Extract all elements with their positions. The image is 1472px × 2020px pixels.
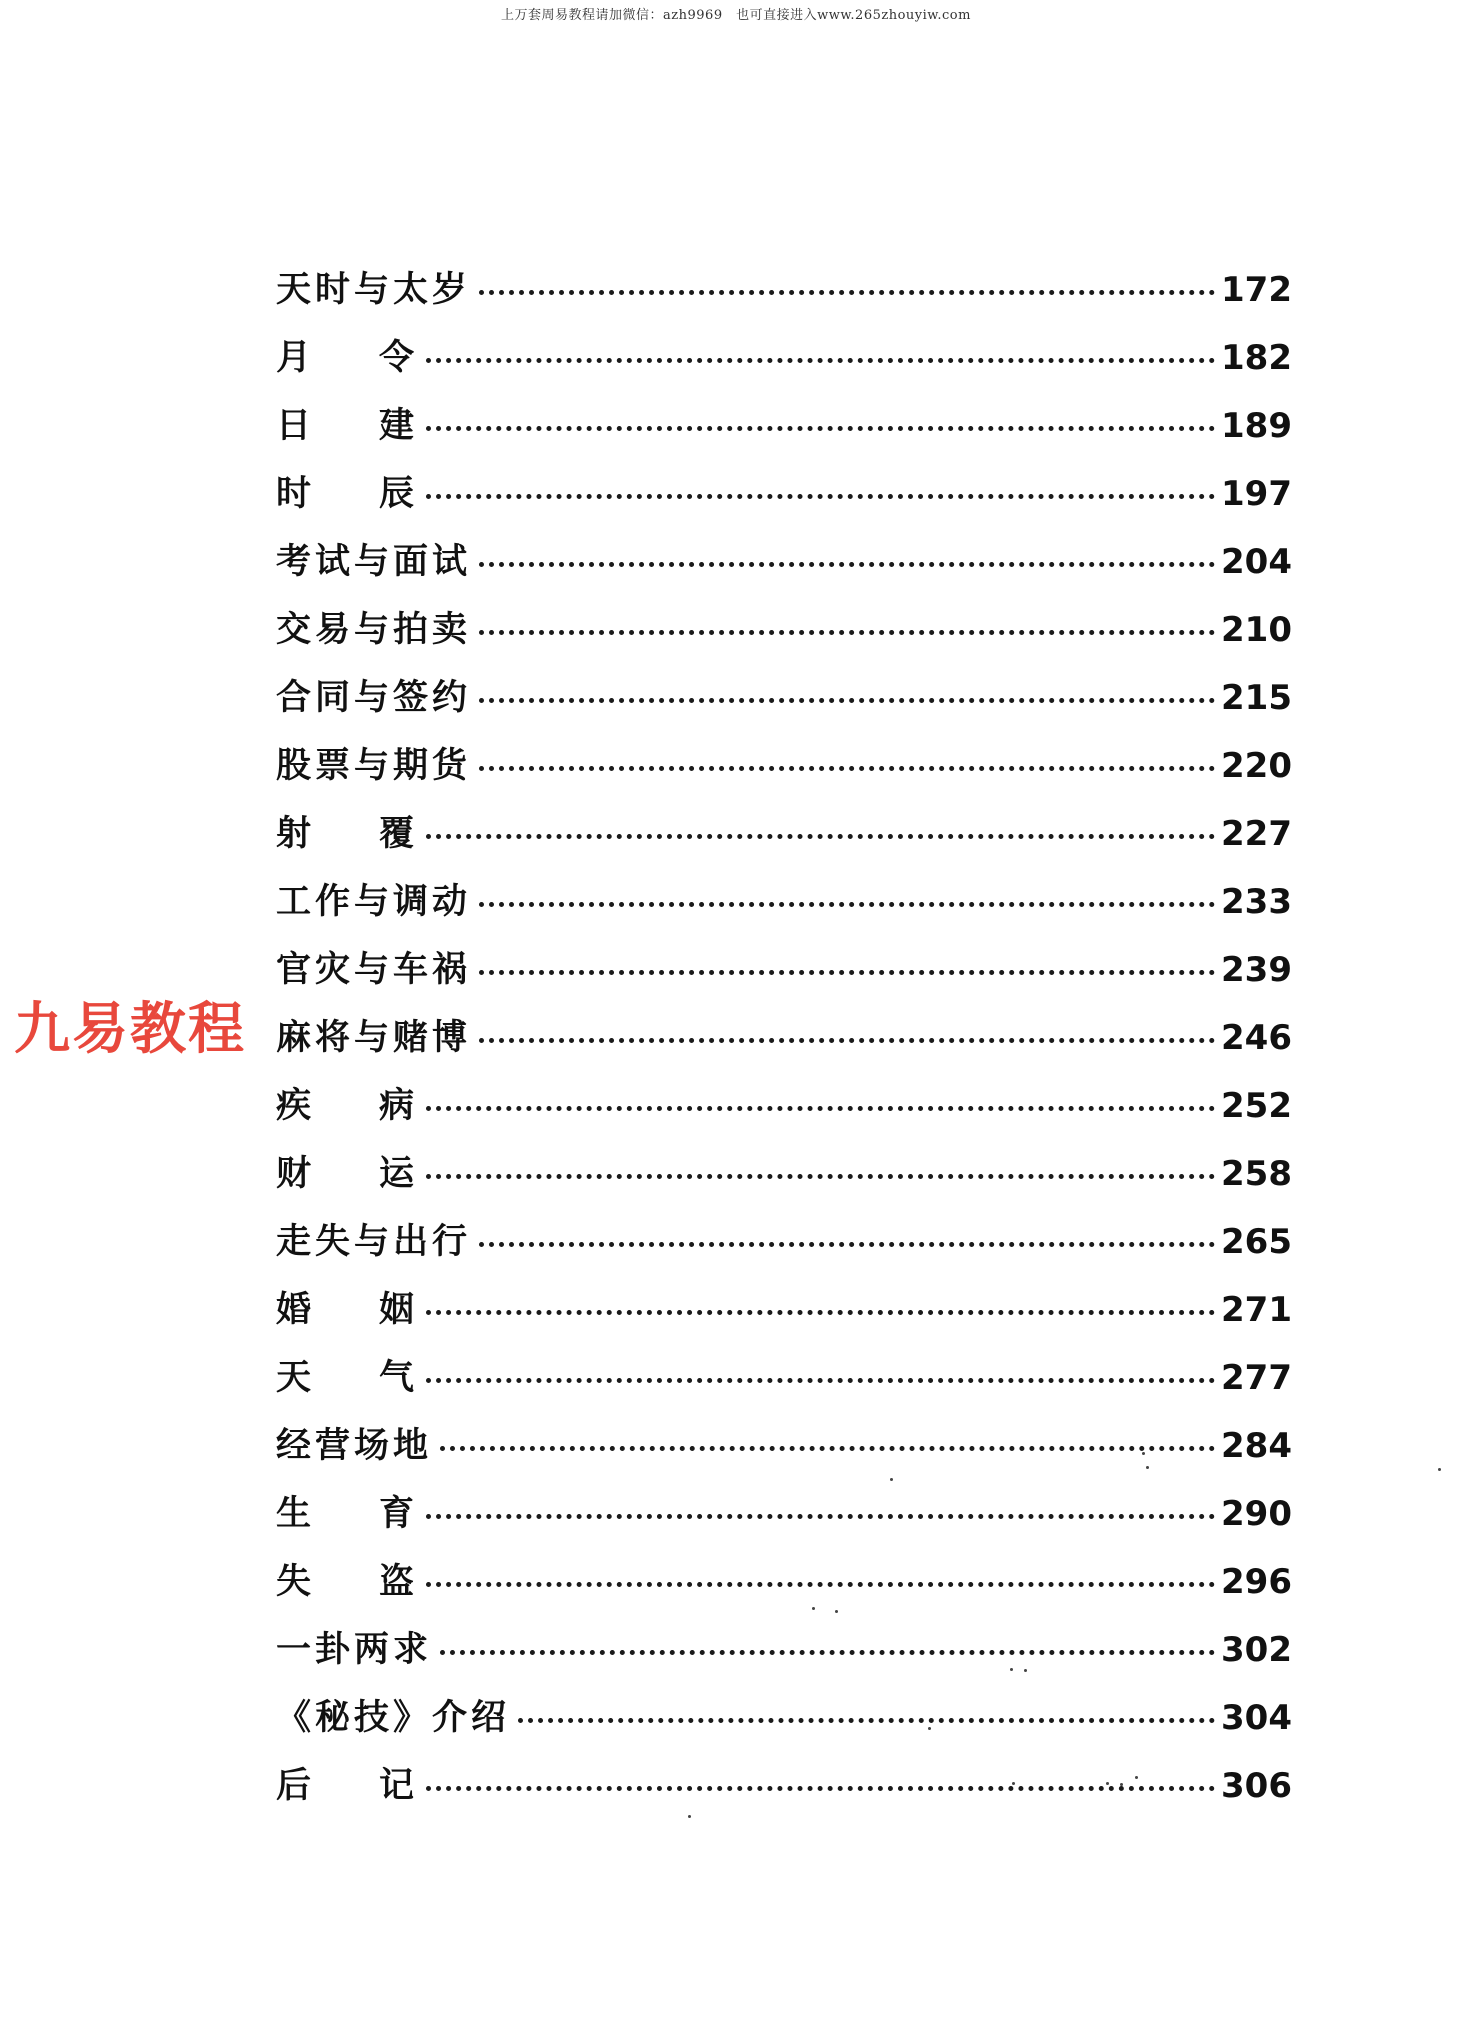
toc-entry-char: 病	[378, 1086, 418, 1126]
toc-entry	[276, 1418, 1291, 1486]
toc-dot-leader	[479, 698, 1215, 703]
toc-entry-title: 官灾与车祸	[276, 950, 472, 990]
toc-entry-page: 258	[1221, 1154, 1292, 1194]
toc-entry-page: 290	[1221, 1494, 1292, 1534]
scan-speck	[928, 1727, 931, 1730]
toc-dot-leader	[440, 1650, 1215, 1655]
toc-dot-leader	[479, 562, 1215, 567]
scan-speck	[1120, 1783, 1123, 1786]
toc-entry-title	[276, 1350, 418, 1400]
watermark-logo: 九易教程	[14, 997, 246, 1062]
toc-entry-char: 令	[378, 338, 418, 378]
toc-entry	[276, 1350, 1291, 1418]
toc-entry-page: 252	[1221, 1086, 1292, 1126]
toc-entry-title: 《秘技》介绍	[276, 1698, 511, 1738]
scan-speck	[812, 1607, 815, 1610]
toc-entry	[276, 874, 1291, 942]
toc-entry	[276, 1282, 1291, 1350]
toc-entry-title: 经营场地	[276, 1426, 433, 1466]
toc-dot-leader	[426, 1310, 1215, 1315]
toc-dot-leader	[479, 902, 1215, 907]
toc-entry-title: 一卦两求	[276, 1630, 433, 1670]
toc-entry-title: 天时与太岁	[276, 270, 472, 310]
toc-dot-leader	[518, 1718, 1215, 1723]
toc-entry-page: 182	[1221, 338, 1292, 378]
toc-entry-page: 227	[1221, 814, 1292, 854]
toc-entry-title: 麻将与赌博	[276, 1018, 472, 1058]
toc-entry-char: 时	[276, 474, 316, 514]
toc-entry-char: 覆	[378, 814, 418, 854]
toc-entry	[276, 738, 1291, 806]
toc-entry-page: 233	[1221, 882, 1292, 922]
toc-entry	[276, 806, 1291, 874]
toc-entry	[276, 466, 1291, 534]
toc-dot-leader	[426, 1582, 1215, 1587]
toc-entry-title	[276, 398, 418, 448]
toc-dot-leader	[426, 1514, 1215, 1519]
toc-entry	[276, 942, 1291, 1010]
toc-entry-title	[276, 1554, 418, 1604]
toc-entry-title	[276, 330, 418, 380]
toc-entry	[276, 1622, 1291, 1690]
toc-dot-leader	[426, 358, 1215, 363]
toc-entry	[276, 1758, 1291, 1826]
toc-entry	[276, 1486, 1291, 1554]
toc-entry-page: 284	[1221, 1426, 1292, 1466]
scan-speck	[1010, 1668, 1013, 1671]
toc-entry-page: 302	[1221, 1630, 1292, 1670]
toc-entry-page: 306	[1221, 1766, 1292, 1806]
toc-entry-char: 育	[378, 1494, 418, 1534]
toc-entry-title: 股票与期货	[276, 746, 472, 786]
toc-entry-char: 失	[276, 1562, 316, 1602]
toc-dot-leader	[426, 1786, 1215, 1791]
toc-entry	[276, 1078, 1291, 1146]
toc-entry	[276, 262, 1291, 330]
toc-dot-leader	[479, 970, 1215, 975]
toc-dot-leader	[479, 1242, 1215, 1247]
toc-entry-char: 婚	[276, 1290, 316, 1330]
toc-entry-page: 304	[1221, 1698, 1292, 1738]
scan-speck	[1012, 1782, 1015, 1785]
toc-entry-title: 走失与出行	[276, 1222, 472, 1262]
toc-entry-page: 265	[1221, 1222, 1292, 1262]
toc-entry-title	[276, 1758, 418, 1808]
toc-entry-char: 辰	[378, 474, 418, 514]
toc-entry	[276, 534, 1291, 602]
toc-entry-char: 财	[276, 1154, 316, 1194]
toc-dot-leader	[479, 630, 1215, 635]
toc-entry-title	[276, 466, 418, 516]
toc-dot-leader	[426, 1174, 1215, 1179]
toc-entry-char: 盗	[378, 1562, 418, 1602]
toc-dot-leader	[426, 834, 1215, 839]
toc-entry-char: 日	[276, 406, 316, 446]
toc-entry-char: 生	[276, 1494, 316, 1534]
toc-entry-page: 296	[1221, 1562, 1292, 1602]
toc-dot-leader	[479, 766, 1215, 771]
toc-entry-title	[276, 1486, 418, 1536]
toc-entry	[276, 670, 1291, 738]
toc-entry	[276, 1146, 1291, 1214]
toc-entry-title: 交易与拍卖	[276, 610, 472, 650]
toc-entry-page: 271	[1221, 1290, 1292, 1330]
toc-entry-page: 239	[1221, 950, 1292, 990]
toc-entry-title: 合同与签约	[276, 678, 472, 718]
toc-entry-char: 气	[378, 1358, 418, 1398]
toc-entry-page: 204	[1221, 542, 1292, 582]
toc-entry-char: 天	[276, 1358, 316, 1398]
scan-speck	[1146, 1466, 1149, 1469]
toc-entry	[276, 1554, 1291, 1622]
scan-speck	[1106, 1782, 1109, 1785]
toc-dot-leader	[479, 290, 1215, 295]
toc-entry-char: 疾	[276, 1086, 316, 1126]
toc-entry-title	[276, 806, 418, 856]
toc-entry-title: 考试与面试	[276, 542, 472, 582]
toc-dot-leader	[479, 1038, 1215, 1043]
toc-entry-page: 215	[1221, 678, 1292, 718]
toc-dot-leader	[426, 494, 1215, 499]
toc-dot-leader	[426, 426, 1215, 431]
toc-entry-page: 210	[1221, 610, 1292, 650]
toc-dot-leader	[426, 1378, 1215, 1383]
toc-entry-page: 197	[1221, 474, 1292, 514]
toc-entry	[276, 330, 1291, 398]
toc-entry-page: 172	[1221, 270, 1292, 310]
toc-entry-title: 工作与调动	[276, 882, 472, 922]
toc-entry	[276, 1690, 1291, 1758]
toc-entry-page: 220	[1221, 746, 1292, 786]
toc-entry-char: 射	[276, 814, 316, 854]
scan-speck	[688, 1815, 691, 1818]
scan-speck	[1142, 1452, 1145, 1455]
toc-entry-title	[276, 1078, 418, 1128]
toc-entry-title	[276, 1146, 418, 1196]
toc-dot-leader	[426, 1106, 1215, 1111]
toc-entry-char: 后	[276, 1766, 316, 1806]
scan-speck	[1024, 1669, 1027, 1672]
toc-entry	[276, 602, 1291, 670]
top-banner: 上万套周易教程请加微信：azh9969 也可直接进入www.265zhouyiw.com	[501, 8, 971, 23]
toc-entry-char: 记	[378, 1766, 418, 1806]
scan-speck	[1135, 1776, 1138, 1779]
scan-speck	[890, 1478, 893, 1481]
toc-entry	[276, 1010, 1291, 1078]
toc-entry-char: 月	[276, 338, 316, 378]
toc-entry-page: 277	[1221, 1358, 1292, 1398]
toc-dot-leader	[440, 1446, 1215, 1451]
toc-entry-page: 189	[1221, 406, 1292, 446]
toc-entry-title	[276, 1282, 418, 1332]
toc-entry	[276, 398, 1291, 466]
toc-entry	[276, 1214, 1291, 1282]
toc-entry-char: 建	[378, 406, 418, 446]
toc-entry-page: 246	[1221, 1018, 1292, 1058]
scan-speck	[835, 1610, 838, 1613]
toc-entry-char: 运	[378, 1154, 418, 1194]
table-of-contents	[276, 262, 1291, 1826]
toc-entry-char: 姻	[378, 1290, 418, 1330]
scan-speck	[1438, 1468, 1441, 1471]
